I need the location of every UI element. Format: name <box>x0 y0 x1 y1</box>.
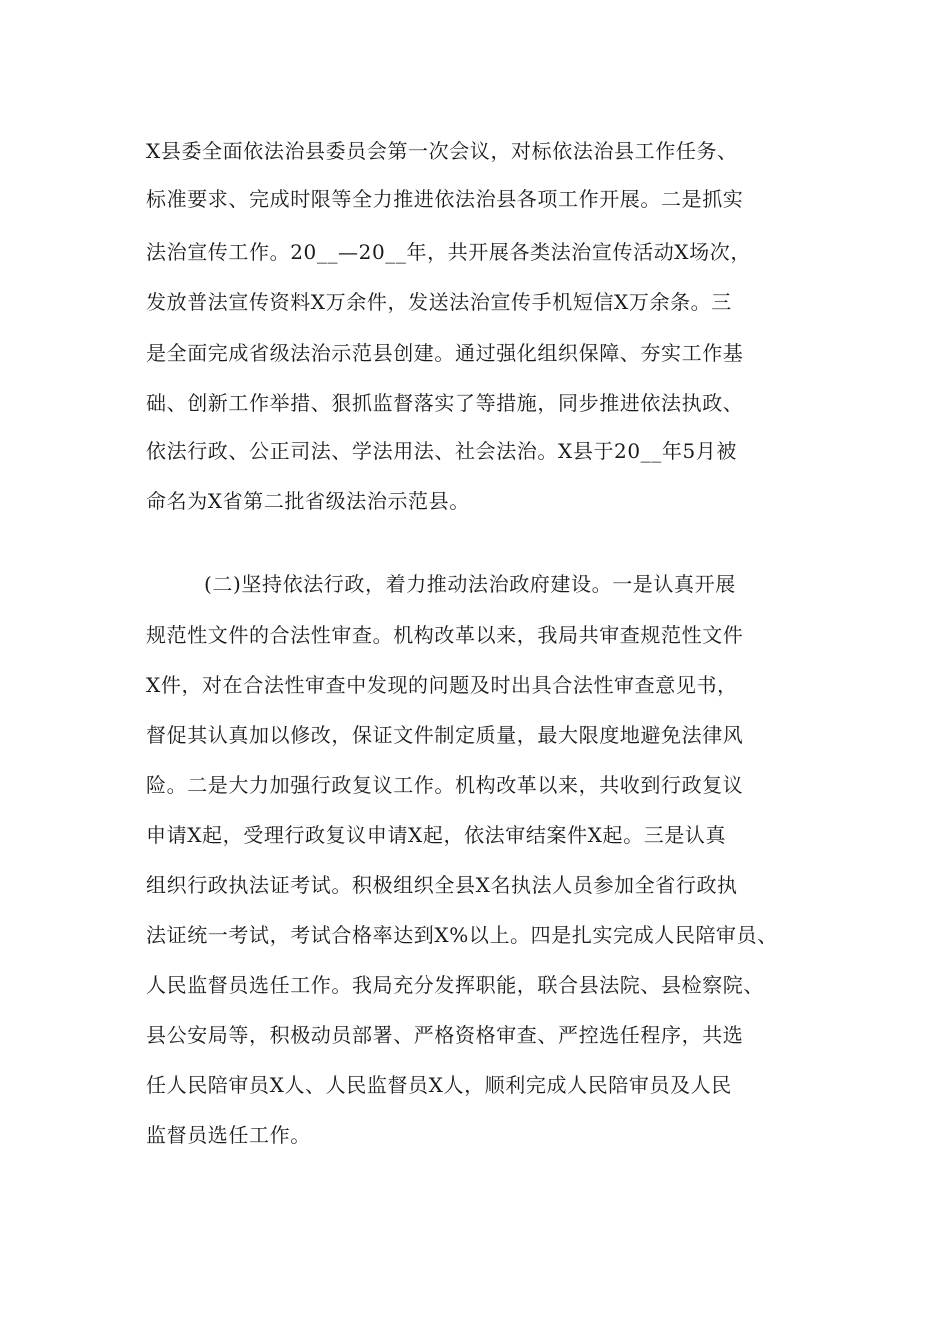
text-line: 申请X起，受理行政复议申请X起，依法审结案件X起。三是认真 <box>146 823 727 847</box>
text-line: X县委全面依法治县委员会第一次会议，对标依法治县工作任务、 <box>146 139 738 163</box>
text-line: 县公安局等，积极动员部署、严格资格审查、严控选任程序，共选 <box>146 1023 744 1047</box>
text-line: 命名为X省第二批省级法治示范县。 <box>146 489 470 513</box>
text-line: 人民监督员选任工作。我局充分发挥职能，联合县法院、县检察院、 <box>146 973 764 997</box>
text-line: 任人民陪审员X人、人民监督员X人，顺利完成人民陪审员及人民 <box>146 1073 732 1097</box>
text-line: 法治宣传工作。20__—20__年，共开展各类法治宣传活动X场次， <box>146 240 751 264</box>
text-line: 法证统一考试，考试合格率达到X%以上。四是扎实完成人民陪审员、 <box>146 923 778 947</box>
text-line: 组织行政执法证考试。积极组织全县X名执法人员参加全省行政执 <box>146 873 738 897</box>
text-line: 是全面完成省级法治示范县创建。通过强化组织保障、夯实工作基 <box>146 341 744 365</box>
text-line: (二)坚持依法行政，着力推动法治政府建设。一是认真开展 <box>204 572 736 596</box>
text-line: 监督员选任工作。 <box>146 1123 311 1147</box>
text-line: 险。二是大力加强行政复议工作。机构改革以来，共收到行政复议 <box>146 773 744 797</box>
text-line: 规范性文件的合法性审查。机构改革以来，我局共审查规范性文件 <box>146 623 744 647</box>
text-line: 标准要求、完成时限等全力推进依法治县各项工作开展。二是抓实 <box>146 187 744 211</box>
text-line: 督促其认真加以修改，保证文件制定质量，最大限度地避免法律风 <box>146 723 744 747</box>
text-line: 依法行政、公正司法、学法用法、社会法治。X县于20__年5月被 <box>146 439 738 463</box>
text-line: 发放普法宣传资料X万余件，发送法治宣传手机短信X万余条。三 <box>146 290 732 314</box>
text-line: 础、创新工作举措、狠抓监督落实了等措施，同步推进依法执政、 <box>146 391 744 415</box>
text-line: X件，对在合法性审查中发现的问题及时出具合法性审查意见书， <box>146 673 738 697</box>
